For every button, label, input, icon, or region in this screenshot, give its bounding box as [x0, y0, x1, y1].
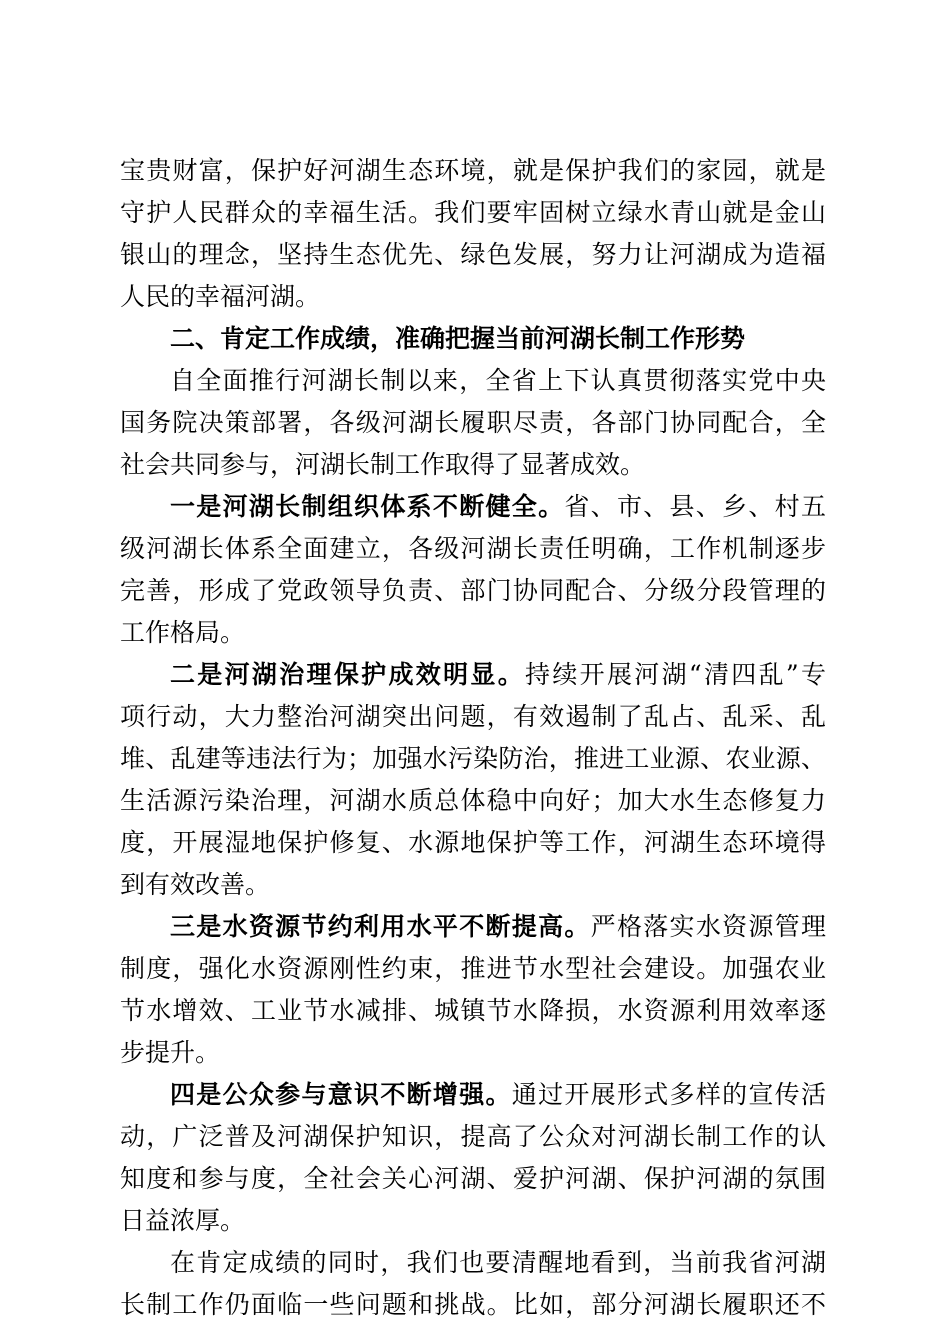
text-line: 工作格局。: [120, 618, 246, 647]
text-line: [170, 1076, 826, 1114]
text-line: 日益浓厚。: [120, 1206, 246, 1235]
paragraph-lead: 二是河湖治理保护成效明显。: [170, 660, 526, 689]
paragraph-text: 省、市、县、乡、村五: [564, 492, 826, 521]
paragraph-lead: 四是公众参与意识不断增强。: [170, 1080, 512, 1109]
text-line: 节水增效、工业节水减排、城镇节水降损，水资源利用效率逐: [120, 996, 826, 1025]
text-line: 到有效改善。: [120, 870, 271, 899]
text-line: 步提升。: [120, 1038, 221, 1067]
text-line: 制度，强化水资源刚性约束，推进节水型社会建设。加强农业: [120, 954, 826, 983]
text-line: [170, 908, 826, 946]
paragraph-lead: 一是河湖长制组织体系不断健全。: [170, 492, 565, 521]
text-line: 自全面推行河湖长制以来，全省上下认真贯彻落实党中央: [170, 366, 826, 395]
text-line: 人民的幸福河湖。: [120, 282, 321, 311]
text-line: 在肯定成绩的同时，我们也要清醒地看到，当前我省河湖: [170, 1248, 826, 1277]
text-line: [170, 656, 826, 694]
text-line: 堆、乱建等违法行为；加强水污染防治，推进工业源、农业源、: [120, 744, 826, 773]
paragraph-text: 严格落实水资源管理: [590, 912, 826, 941]
paragraph-lead: 三是水资源节约利用水平不断提高。: [170, 912, 591, 941]
text-line: 项行动，大力整治河湖突出问题，有效遏制了乱占、乱采、乱: [120, 702, 826, 731]
text-line: 国务院决策部署，各级河湖长履职尽责，各部门协同配合，全: [120, 408, 826, 437]
text-line: [170, 488, 826, 526]
text-line: 宝贵财富，保护好河湖生态环境，就是保护我们的家园，就是: [120, 156, 826, 185]
text-line: 银山的理念，坚持生态优先、绿色发展，努力让河湖成为造福: [120, 240, 826, 269]
text-line: 动，广泛普及河湖保护知识，提高了公众对河湖长制工作的认: [120, 1122, 826, 1151]
section-heading: 二、肯定工作成绩，准确把握当前河湖长制工作形势: [170, 324, 746, 353]
text-line: 守护人民群众的幸福生活。我们要牢固树立绿水青山就是金山: [120, 198, 826, 227]
text-line: 知度和参与度，全社会关心河湖、爱护河湖、保护河湖的氛围: [120, 1164, 826, 1193]
text-line: 度，开展湿地保护修复、水源地保护等工作，河湖生态环境得: [120, 828, 826, 857]
text-line: 完善，形成了党政领导负责、部门协同配合、分级分段管理的: [120, 576, 826, 605]
text-line: 生活源污染治理，河湖水质总体稳中向好；加大水生态修复力: [120, 786, 826, 815]
paragraph-text: 通过开展形式多样的宣传活: [511, 1080, 826, 1109]
text-line: 社会共同参与，河湖长制工作取得了显著成效。: [120, 450, 646, 479]
text-line: 级河湖长体系全面建立，各级河湖长责任明确，工作机制逐步: [120, 534, 826, 563]
paragraph-text: 持续开展河湖“清四乱”专: [525, 660, 826, 689]
text-line: 长制工作仍面临一些问题和挑战。比如，部分河湖长履职还不: [120, 1290, 826, 1319]
